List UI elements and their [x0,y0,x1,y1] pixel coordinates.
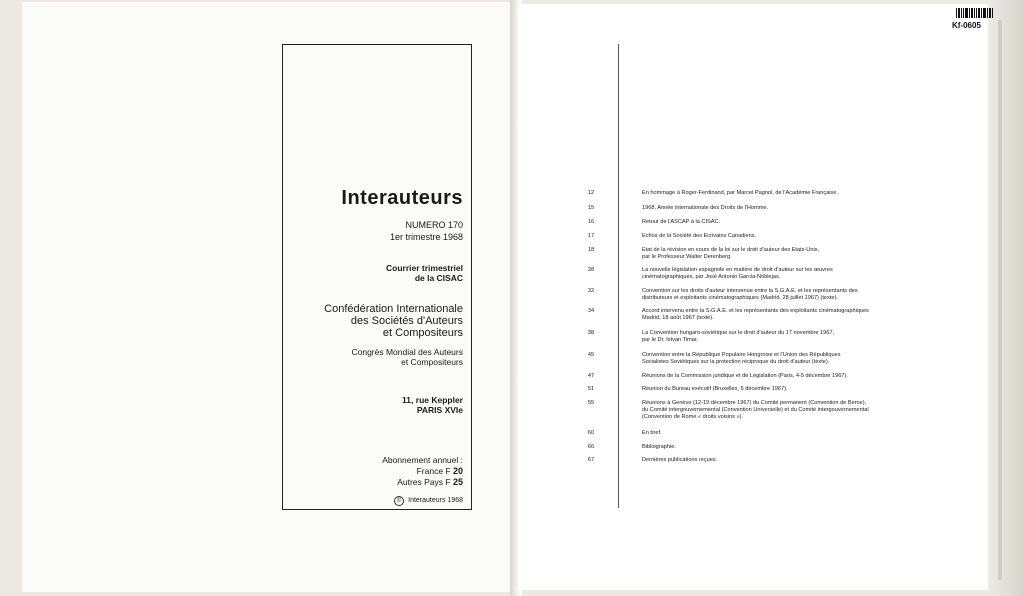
toc-page-number: 16 [587,219,595,225]
toc-title: Réunions de la Commission juridique et de Législation (Paris, 4-5 décembre 1967). [642,373,848,379]
issue-quarter: 1er trimestre 1968 [389,232,463,242]
toc-title: La Convention hungaro-soviétique sur le droit d'auteur du 17 novembre 1967, [642,330,835,336]
toc-title-continued: Madrid, 18 août 1967 (texte). [642,315,714,321]
cover-title-box [282,44,472,510]
toc-title: Accord intervenu entre la S.G.A.E. et les représentants des exploitants cinématographiques [642,308,869,314]
copyright-line: © Interauteurs 1968 [394,496,463,506]
toc-page-number: 12 [587,190,595,196]
toc-title: Réunions à Genève (12-19 décembre 1967) du Comité permanent (Convention de Berne), [642,400,867,406]
toc-title: Retour de l'ASCAP à la CISAC. [642,219,721,225]
toc-title: Etat de la révision en cours de la loi sur le droit d'auteur des Etats-Unis, [642,247,820,253]
toc-page-number: 47 [587,373,595,379]
call-number: Kf-0605 [952,21,981,30]
toc-title-continued: par le Professeur Walter Derenberg. [642,254,732,260]
toc-title: En hommage à Roger-Ferdinand, par Marcel Pagnol, de l'Académie Française. [642,190,839,196]
toc-page-number: 38 [587,330,595,336]
toc-title-continued: Socialistes Soviétiques sur la protection réciproque du droit d'auteur (texte). [642,359,830,365]
toc-title-continued: cinématographiques, par José Antonio Garcia-Noblejas. [642,274,781,280]
toc-page-number: 32 [587,288,595,294]
toc-title: Convention entre la République Populaire Hongroise et l'Union des Républiques [642,352,841,358]
toc-page-number: 28 [587,267,595,273]
toc-page-number: 66 [587,444,595,450]
toc-title: Réunion du Bureau exécutif (Bruxelles, 6 décembre 1967). [642,386,788,392]
page-edges [988,0,1024,596]
address: 11, rue Keppler PARIS XVIe [402,395,463,415]
toc-page-number: 60 [587,430,595,436]
toc-page-number: 17 [587,233,595,239]
toc-title: Convention sur les droits d'auteur intervenue entre la S.G.A.E. et les représentants des [642,288,858,294]
toc-page-number: 18 [587,247,595,253]
toc-title: Dernières publications reçues. [642,457,718,463]
toc-title-continued: par le Dr. Istvan Timar. [642,337,698,343]
toc-title: Echos de la Société des Ecrivains Canadiens. [642,233,757,239]
subscription-info: Abonnement annuel : France F 20 Autres Pays F 25 [382,455,463,487]
toc-page-number: 67 [587,457,595,463]
toc-title: 1968, Année internationale des Droits de l'Homme. [642,205,769,211]
issue-number: NUMERO 170 [405,220,463,230]
toc-title-continued: distributeurs et exploitants cinématographiques (Madrid, 28 juillet 1967) (texte). [642,295,838,301]
toc-page-number: 34 [587,308,595,314]
toc-title-continued: (Convention de Rome « droits voisins »). [642,414,744,420]
toc-title: Bibliographie. [642,444,676,450]
toc-page-number: 45 [587,352,595,358]
toc-title: En bref. [642,430,662,436]
publisher-short: de la CISAC [414,273,463,283]
toc-page-number: 55 [587,400,595,406]
library-barcode [956,8,996,18]
toc-page-number: 15 [587,205,595,211]
magazine-title: Interauteurs [341,187,463,209]
copyright-icon: © [394,496,404,506]
toc-page-number: 51 [587,386,595,392]
toc-divider-line [618,44,619,508]
toc-title: La nouvelle législation espagnole en matière de droit d'auteur sur les œuvres [642,267,833,273]
congress-name: Congrès Mondial des Auteurs et Compositeurs [351,347,463,367]
publication-type: Courrier trimestriel [386,263,463,273]
toc-title-continued: du Comité intergouvernemental (Convention Universelle) et du Comité intergouvernemental [642,407,869,413]
publisher-full-name: Confédération Internationale des Sociétés d'Auteurs et Compositeurs [324,303,463,339]
